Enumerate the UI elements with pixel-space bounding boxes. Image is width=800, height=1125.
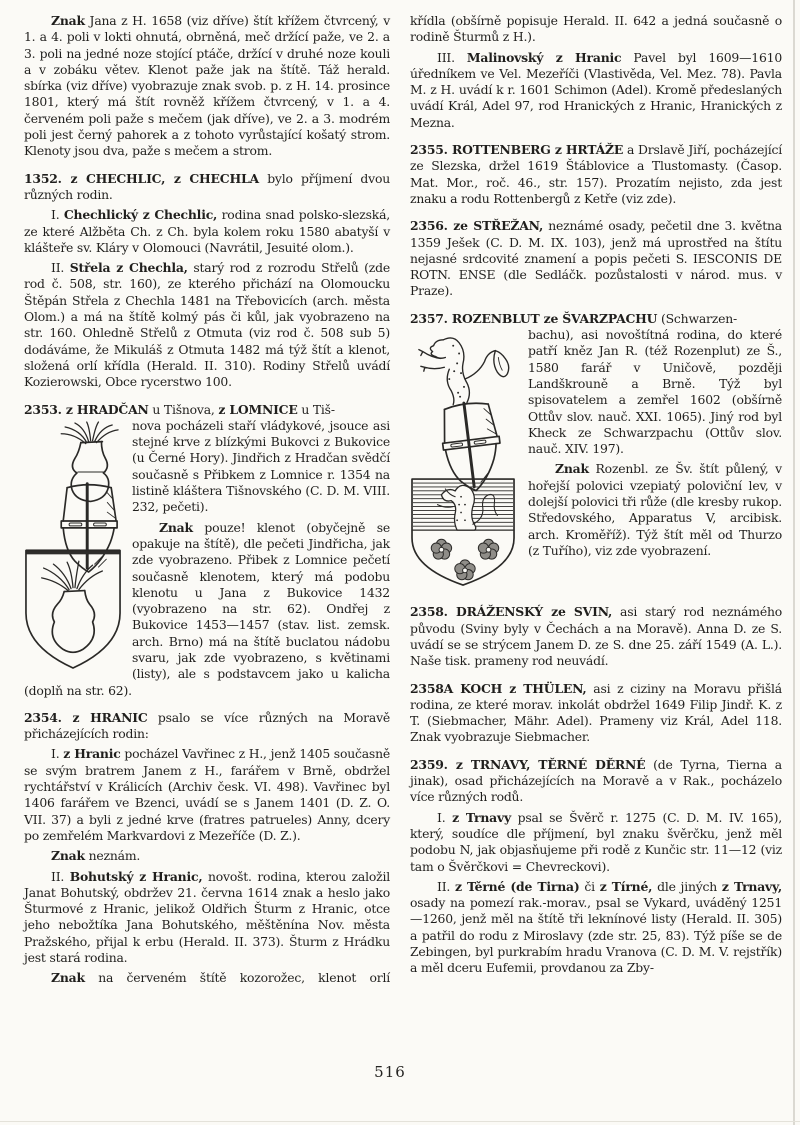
entry-2359-heading: 2359. z TRNAVY, TĚRNÉ DĚRNÉ (de Tyrna, Tierna a jinak), osad přicházejících na Moravě a v Rak., pocházelo více různých rodů. [410,756,782,805]
great-helm [61,484,117,572]
rozenblut-arms-figure [410,330,518,591]
half-lion [438,485,498,530]
paragraph-continuation: křídla (obšírně popisuje Herald. II. 642 a jedná současně o rodině Šturmů z H.). [410,13,782,45]
entry-2353-znak: Znak pouze! klenot (obyčejně se opakuje na štítě), dle pečeti Jindřicha, jak zde vyobrazeno. Přibek z Lomnice pečetí současně klenotem, který má podobu klenotu u Jana z Bukovice 1432 (vyobrazeno na str. 62). Ondřej z Bukovice 1453—1457 (stav. list. zemsk. arch. Brno) má na štítě buclatou nádobu svaru, jak zde vyobrazeno, s květinami (listy), ale s podstavcem jako u kalicha (doplň na str. 62). [24,519,390,698]
page-bottom-edge [0,1121,800,1122]
hradcan-seal-figure [24,421,122,676]
entry-2353-body [24,418,390,699]
crest-lion [419,338,509,405]
rozenblut-arms-drawing [410,330,518,587]
entry-2354-part-ii: II. Bohutský z Hranic, novošt. rodina, kterou založil Janat Bohutský, obdržev 21. června 1614 znak a heslo jako Šturmové z Hranic, jelikož Oldřich Šturm z Hranic, otce jeho nebožtíka Jana Bohutského, měštěnína Nov. města Pražského, přijal k erbu (Herald. II. 373). Šturm z Hrádku jest stará rodina. [24,868,390,966]
entry-1352-part-i: I. Chechlický z Chechlic, rodina snad polsko-slezská, ze které Alžběta Ch. z Ch. byla kolem roku 1580 abatyší v klášteře sv. Kláry v Olomouci (Navrátil, Jesuité olom.). [24,207,390,255]
shield-pot [52,590,94,652]
shield-pot-stems [42,561,103,590]
entry-2358: 2358. DRÁŽENSKÝ ze SVIN, asi starý rod neznámého původu (Sviny byly v Čechách a na Moravě). Anna D. ze S. uvádí se se strýcem Janem D. ze S. dne 25. září 1549 (A. L.). Naše tisk. prameny rod neuvádí. [410,604,782,669]
entry-1352-part-ii: II. Střela z Chechla, starý rod z rozrodu Střelů (zde rod č. 508, str. 160), ze kterého přichází na Olomoucku Štěpán Střela z Chechla 1481 na Třebovicích (arch. města Olom.) a má na štítě kolmý pás či kůl, jak vyobrazeno na str. 160. Ohledně Střelů z Otmuta (viz rod č. 508 sub 5) dodáváme, že Mikuláš z Otmuta 1482 má týž štít a klenot, složená orlí křídla (Herald. II. 310). Rodiny Střelů uvádí Kozierowski, Obce rycerstwo 100. [24,260,390,390]
entry-2359-part-i: I. z Trnavy psal se Švěrč r. 1275 (C. D. M. IV. 165), který, soudíce dle příjmení, byl znaku švěrčku, jenž měl podobu N, jak objasňujeme při rodě z Kunčic str. 11—12 (viz tam o Švěrčkovi = Chevreckovi). [410,809,782,874]
entry-2355: 2355. ROTTENBERG z HRTÁŽE a Drslavě Jiří, pocházející ze Slezska, držel 1619 Štáblovice a Tlustomasty. (Časop. Mat. Mor., roč. 46., str. 157). Prozatím nejisto, zda jest znaku a rodu Rottenbergů z Ketře (viz zde). [410,142,782,206]
entry-2357-text: bachu), asi novoštítná rodina, do které patří kněz Jan R. (též Rozenplut) ze Š., 1580 farář v Uničově, později Landškrouně a Brně. Týž byl spisovatelem a zemřel 1602 (obšírně Ottův slov. nauč. XXI. 1065). Jiný rod byl Kheck ze Schwarzpachu (Ottův slov. nauč. XIV. 197). [528,327,782,457]
entry-2354-znak: Znak neznám. [51,848,141,864]
rose [478,539,498,559]
entry-2356: 2356. ze STŘEŽAN, neznámé osady, pečetil dne 3. května 1359 Ješek (C. D. M. IX. 103), jenž má uprostřed na štítu nejasné srdcovité znamení a popis pečeti S. IESCONIS DE ROTN. ENSE (dle Sedláčk. pozůstalosti v národ. mus. v Praze). [410,218,782,299]
entry-2354-heading: 2354. z HRANIC psalo se více různých na Moravě přicházejících rodin: [24,709,391,742]
entry-2359-part-ii: II. z Těrné (de Tirna) či z Tírné, dle jiných z Trnavy, osady na pomezí rak.-morav., psal se Vykard, uváděný 1251—1260, jenž měl na štítě tři leknínové listy (Herald. II. 305) a patřil do rodu z Miroslavy (zde str. 25, 83). Týž píše se de Zebingen, byl purkrabím hradu Vranova (C. D. M. V. rejstřík) a měl dceru Eufemii, provdanou za Zby- [410,878,782,976]
entry-2357-heading: 2357. ROZENBLUT ze ŠVARZPACHU (Schwarzen- [410,310,737,326]
page-number: 516 [374,1063,406,1081]
hradcan-seal-drawing [24,421,122,672]
paragraph-znak-jana: Znak Jana z H. 1658 (viz dříve) štít křížem čtvrcený, v 1. a 4. poli v lokti ohnutá, obrněná, meč držící paže, ve 2. a 3. poli na jedné noze stojící ptáče, držící v druhé noze kouli a v zobáku větev. Klenot paže jak na štítě. Táž herald. sbírka (viz dříve) vyobrazuje znak svob. p. z H. 14. prosince 1801, který má štít rovněž křížem čtvrcený, v 1. a 4. červeném poli paže s mečem (jak dříve), ve 2. a 3. modrém poli jest černý pahorek a z tohoto vyrůstající košatý strom. Klenoty jsou dva, paže s mečem a strom. [24,13,390,159]
crest-vase [71,441,108,501]
entry-1352-heading: 1352. z CHECHLIC, z CHECHLA bylo příjmení dvou různých rodin. [24,170,390,202]
entry-2354-znak2: Znak na červeném štítě kozorožec, klenot orlí [51,970,390,986]
rose [455,560,475,580]
page-right-edge [793,0,795,1125]
entry-2354-part-i: I. z Hranic pocházel Vavřinec z H., jenž 1405 současně se svým bratrem Janem z H., farářem v Brně, obdržel rychtářství v Králicích (Archiv česk. VI. 498). Vavřinec byl 1406 farářem ve Bzenci, uvádí se s Janem 1401 (D. Z. O. VII. 37) a byli z jedné krve (fratres patrueles) Anny, dcery po zemřelém Markvardovi z Mezeříče (D. Z.). [24,746,390,843]
rose [431,539,451,559]
entry-2358a: 2358A KOCH z THÜLEN, asi z ciziny na Moravu přišlá rodina, ze které morav. inkolát obdržel 1649 Filip Jindř. K. z T. (Siebmacher, Mähr. Adel). Prameny viz Král, Adel 118. Znak vyobrazuje Siebmacher. [410,680,782,745]
entry-2357-znak: Znak Rozenbl. ze Šv. štít půlený, v hořejší polovici vzepiatý poloviční lev, v dolejší polovici tři růže (dle kresby rukop. Středovského, Apparatus V, arcibisk. arch. Kroměříž). Týž štít měl od Thurzo (z Tuřího), viz zde vyobrazení. [528,461,782,558]
shield [412,479,514,585]
shield [26,549,120,668]
entry-2353-text: nova pocházeli staří vládykové, jsouce asi stejné krve z blízkými Bukovci z Bukovice (u Černé Hory). Jindřich z Hradčan svědčí současně s Přibkem z Lomnice r. 1354 na listině kláštera Tišnovského (C. D. M. VIII. 232, pečeti). [132,417,390,515]
left-column [24,13,390,987]
entry-2357-body [410,327,782,593]
entry-2353-heading: 2353. z HRADČAN u Tišnova, z LOMNICE u Tiš- [24,401,335,417]
entry-2354-part-iii: III. Malinovský z Hranic Pavel byl 1609—1610 úředníkem ve Vel. Mezeříči (Vlastivěda, Vel. Mez. 78). Pavla M. z H. uvádí k r. 1601 Schimon (Adel). Kromě předeslaných uvádí Král, Adel 97, rod Hranických z Hranic, Hranických z Mezna. [410,49,782,130]
crest-stems [61,422,118,444]
right-column [410,13,782,977]
